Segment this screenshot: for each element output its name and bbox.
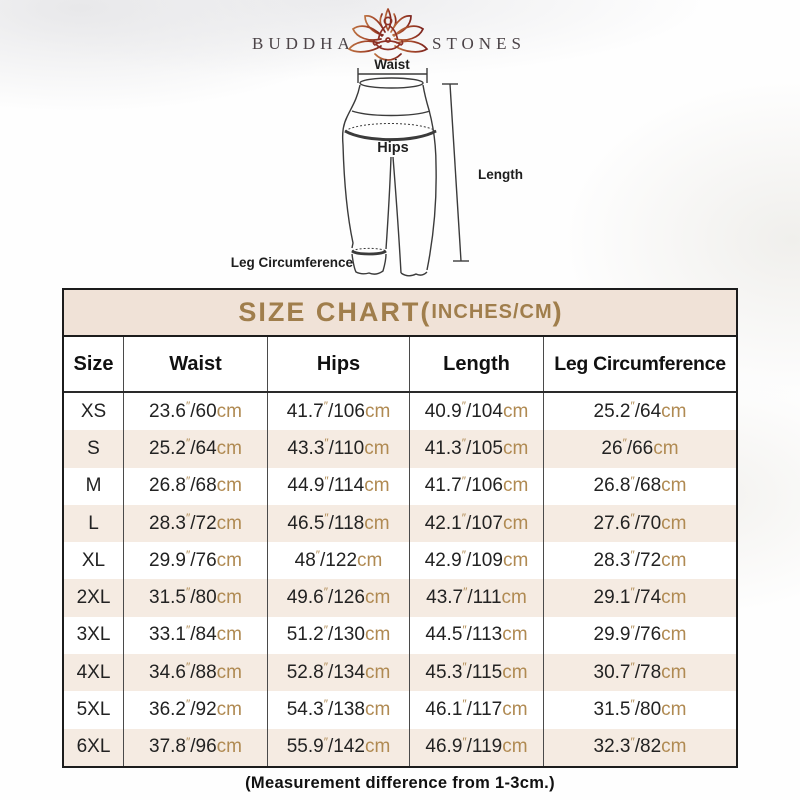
measurement-cell: 34.6 ″ /88 cm <box>124 654 268 691</box>
title-main: SIZE CHART( <box>238 297 432 327</box>
measurement-cell: 43.7 ″ /111 cm <box>410 579 544 616</box>
size-cell: L <box>64 505 124 542</box>
measurement-cell: 28.3 ″ /72 cm <box>124 505 268 542</box>
pants-outline <box>343 78 437 276</box>
length-label: Length <box>478 167 523 182</box>
size-cell: 5XL <box>64 691 124 728</box>
measurement-cell: 36.2 ″ /92 cm <box>124 691 268 728</box>
hips-measure-ellipse <box>345 124 436 140</box>
measurement-cell: 42.9 ″ /109 cm <box>410 542 544 579</box>
table-row-3xl <box>64 617 736 654</box>
measurement-cell: 41.3 ″ /105 cm <box>410 430 544 467</box>
measurement-note: (Measurement difference from 1-3cm.) <box>245 774 555 792</box>
measurement-cell: 49.6 ″ /126 cm <box>268 579 410 616</box>
title-close: ) <box>552 297 562 327</box>
table-row-xl <box>64 542 736 579</box>
measurement-cell: 44.9 ″ /114 cm <box>268 468 410 505</box>
measurement-cell: 26 ″ /66 cm <box>601 436 679 459</box>
size-cell: 2XL <box>64 579 124 616</box>
size-cell: M <box>64 468 124 505</box>
measurement-cell: 31.5 ″ /80 cm <box>593 697 687 721</box>
table-row-6xl <box>64 729 736 766</box>
title-sub: INCHES/CM <box>431 301 553 323</box>
measurement-cell: 51.2 ″ /130 cm <box>268 617 410 654</box>
pants-measure-diagram <box>230 55 570 295</box>
measurement-cell: 46.9 ″ /119 cm <box>410 729 544 766</box>
size-cell: XL <box>64 542 124 579</box>
length-measure-line <box>442 84 469 261</box>
brand-name-left: BUDDHA <box>252 34 355 53</box>
measurement-cell: 23.6 ″ /60 cm <box>124 393 268 430</box>
measurement-cell: 32.3 ″ /82 cm <box>593 734 687 758</box>
header-cell-length: Length <box>410 337 544 391</box>
measurement-cell: 26.8 ″ /68 cm <box>593 473 687 497</box>
size-cell: XS <box>64 393 124 430</box>
measurement-cell: 48 ″ /122 cm <box>268 542 410 579</box>
measurement-cell: 42.1 ″ /107 cm <box>410 505 544 542</box>
measurement-cell: 46.1 ″ /117 cm <box>410 691 544 728</box>
measurement-cell: 45.3 ″ /115 cm <box>410 654 544 691</box>
size-chart-title <box>64 290 736 337</box>
header-cell-waist: Waist <box>124 337 268 391</box>
measurement-cell: 27.6 ″ /70 cm <box>593 510 687 534</box>
measurement-cell: 43.3 ″ /110 cm <box>268 430 410 467</box>
leg-circumference-ellipse <box>352 248 386 254</box>
table-body <box>64 393 736 766</box>
measurement-cell: 46.5 ″ /118 cm <box>268 505 410 542</box>
measurement-cell: 30.7 ″ /78 cm <box>593 660 687 683</box>
measurement-cell: 25.2 ″ /64 cm <box>124 430 268 467</box>
table-header-row <box>64 337 736 393</box>
measurement-cell: 40.9 ″ /104 cm <box>410 393 544 430</box>
measurement-cell: 37.8 ″ /96 cm <box>124 729 268 766</box>
header-cell-hips: Hips <box>268 337 410 391</box>
size-cell: S <box>64 430 124 467</box>
measurement-cell: 41.7 ″ /106 cm <box>410 468 544 505</box>
hips-label: Hips <box>377 140 409 156</box>
measurement-cell: 29.9 ″ /76 cm <box>124 542 268 579</box>
measurement-cell: 29.9 ″ /76 cm <box>593 622 687 646</box>
table-row-s <box>64 430 736 467</box>
table-row-m <box>64 468 736 505</box>
header-cell-size: Size <box>64 337 124 391</box>
size-cell: 4XL <box>64 654 124 691</box>
table-row-l <box>64 505 736 542</box>
measurement-cell: 55.9 ″ /142 cm <box>268 729 410 766</box>
table-row-xs <box>64 393 736 430</box>
table-row-4xl <box>64 654 736 691</box>
size-cell: 3XL <box>64 617 124 654</box>
table-row-2xl <box>64 579 736 616</box>
measurement-cell: 29.1 ″ /74 cm <box>593 585 687 609</box>
waist-label: Waist <box>374 57 410 72</box>
header-cell-leg-circumference: Leg Circumference <box>554 352 726 375</box>
measurement-cell: 41.7 ″ /106 cm <box>268 393 410 430</box>
measurement-cell: 26.8 ″ /68 cm <box>124 468 268 505</box>
leg-circumference-label: Leg Circumference <box>230 255 353 270</box>
measurement-cell: 52.8 ″ /134 cm <box>268 654 410 691</box>
brand-name-right: STONES <box>432 34 526 53</box>
measurement-cell: 28.3 ″ /72 cm <box>593 548 687 571</box>
measurement-cell: 54.3 ″ /138 cm <box>268 691 410 728</box>
size-chart-table <box>62 288 738 768</box>
measurement-cell: 44.5 ″ /113 cm <box>410 617 544 654</box>
measurement-cell: 33.1 ″ /84 cm <box>124 617 268 654</box>
measurement-cell: 31.5 ″ /80 cm <box>124 579 268 616</box>
measurement-cell: 25.2 ″ /64 cm <box>593 399 687 422</box>
table-row-5xl <box>64 691 736 728</box>
size-cell: 6XL <box>64 729 124 766</box>
